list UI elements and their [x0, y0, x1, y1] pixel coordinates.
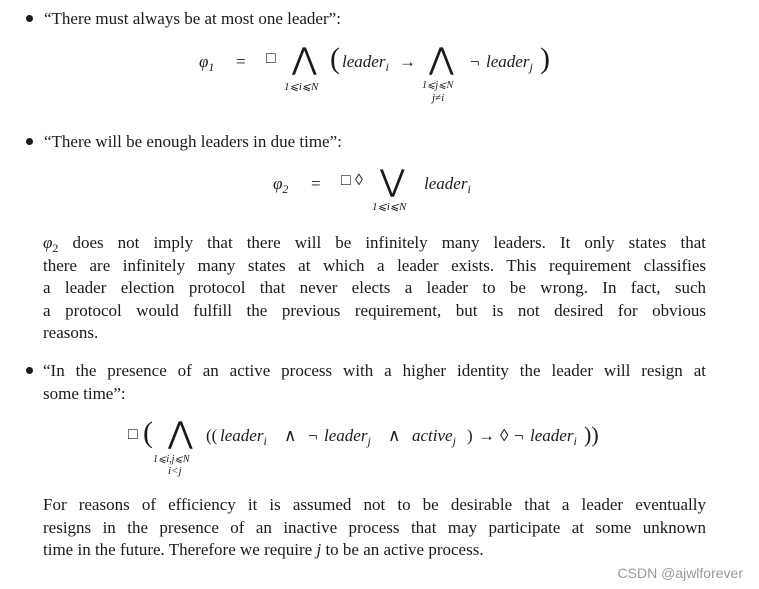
watermark: CSDN @ajwlforever: [617, 565, 743, 581]
t4-leader: leader: [530, 426, 574, 445]
negation-1: ¬: [470, 52, 480, 71]
implies-arrow-1: →: [399, 52, 416, 71]
term-leader-j: leader: [486, 52, 530, 71]
lower-limit-3b: i<j: [168, 465, 182, 477]
big-or: ⋁: [380, 165, 405, 198]
box-operator-3: □: [128, 426, 138, 443]
phi1-eq: =: [236, 52, 246, 71]
lparen-1: (: [330, 42, 340, 75]
diamond-operator-2: ◊: [500, 426, 509, 445]
big-and-3: ⋀: [168, 417, 193, 450]
para1-line2: there are infinitely many states at which a leader exists. This requirement classifies: [43, 255, 706, 275]
para1-line4: a protocol would fulfill the previous requirement, but is not desired for obvious: [43, 300, 706, 320]
quote3-line1: “In the presence of an active process with a higher identity the leader will resign at: [43, 361, 706, 380]
formula-phi1: [0, 40, 759, 110]
close-2: )): [584, 422, 599, 447]
open-parens: ((: [206, 426, 218, 445]
para2-line1: For reasons of efficiency it is assumed not to be desirable that a leader eventually: [43, 495, 706, 514]
neg-2: ¬: [514, 426, 524, 445]
paragraph-efficiency: [43, 494, 706, 562]
and-2: ∧: [388, 426, 401, 445]
para2-var-j: j: [316, 540, 322, 559]
paragraph-phi2: [43, 232, 706, 345]
para2-line3-text: time in the future. Therefore we require: [43, 540, 317, 559]
t2-leader: leader: [324, 426, 368, 445]
term-leader-i-sub: i: [385, 60, 389, 74]
implies-arrow-3: →: [478, 426, 495, 445]
bullet-1: [26, 15, 33, 22]
box-operator-1: □: [266, 50, 276, 67]
box-operator-2: □: [341, 172, 351, 189]
t4-sub: i: [573, 434, 577, 448]
and-1: ∧: [284, 426, 297, 445]
phi1-symbol: φ: [199, 52, 209, 71]
big-and-2: ⋀: [429, 43, 454, 76]
close-1: ): [467, 426, 473, 445]
para2-tail: to be an active process.: [321, 540, 484, 559]
phi2-eq: =: [311, 174, 321, 193]
quote3-line2: some time”:: [43, 383, 126, 403]
t3-active: active: [412, 426, 453, 445]
term-leader-sub: i: [467, 182, 471, 196]
para1-line1: [43, 232, 706, 255]
para1-phi: φ: [43, 233, 53, 252]
rparen-1: ): [540, 42, 550, 75]
lparen-3: (: [143, 416, 153, 449]
formula-resign: [0, 414, 759, 484]
t1-sub: i: [263, 434, 267, 448]
para2-line3: [43, 539, 706, 562]
neg-1: ¬: [308, 426, 318, 445]
quote-2: “There will be enough leaders in due time”:: [44, 132, 342, 151]
t1-leader: leader: [220, 426, 264, 445]
lower-limit-1: 1⩽i⩽N: [284, 81, 319, 93]
lower-limit-3a: 1⩽i,j⩽N: [153, 454, 190, 465]
term-leader-i: leader: [342, 52, 386, 71]
para1-line3: a leader election protocol that never elects a leader to be wrong. In fact, such: [43, 278, 706, 297]
t3-sub: j: [452, 434, 456, 448]
quote-1: “There must always be at most one leader”:: [44, 9, 341, 28]
lower-limit-2b: j≠i: [432, 92, 445, 104]
bullet-2: [26, 138, 33, 145]
bullet-3: [26, 367, 33, 374]
term-leader-j-sub: j: [529, 60, 533, 74]
phi2-symbol: φ: [273, 174, 283, 193]
t2-sub: j: [367, 434, 371, 448]
para1-line1-text: does not imply that there will be infinitely many leaders. It only states that: [58, 233, 706, 252]
diamond-operator-1: ◊: [355, 172, 363, 189]
phi2-index: 2: [282, 182, 289, 196]
para1-line5: reasons.: [43, 323, 99, 342]
lower-limit-2a: 1⩽j⩽N: [422, 80, 454, 91]
formula-phi2: [0, 162, 759, 222]
quote-3: [43, 360, 706, 405]
para1-phi-index: 2: [52, 241, 59, 255]
term-leader: leader: [424, 174, 468, 193]
para2-line2: resigns in the presence of an inactive process that may participate at some unknown: [43, 517, 706, 537]
big-and-1: ⋀: [292, 43, 317, 76]
lower-limit-or: 1⩽i⩽N: [372, 201, 407, 213]
phi1-index: 1: [208, 60, 215, 74]
